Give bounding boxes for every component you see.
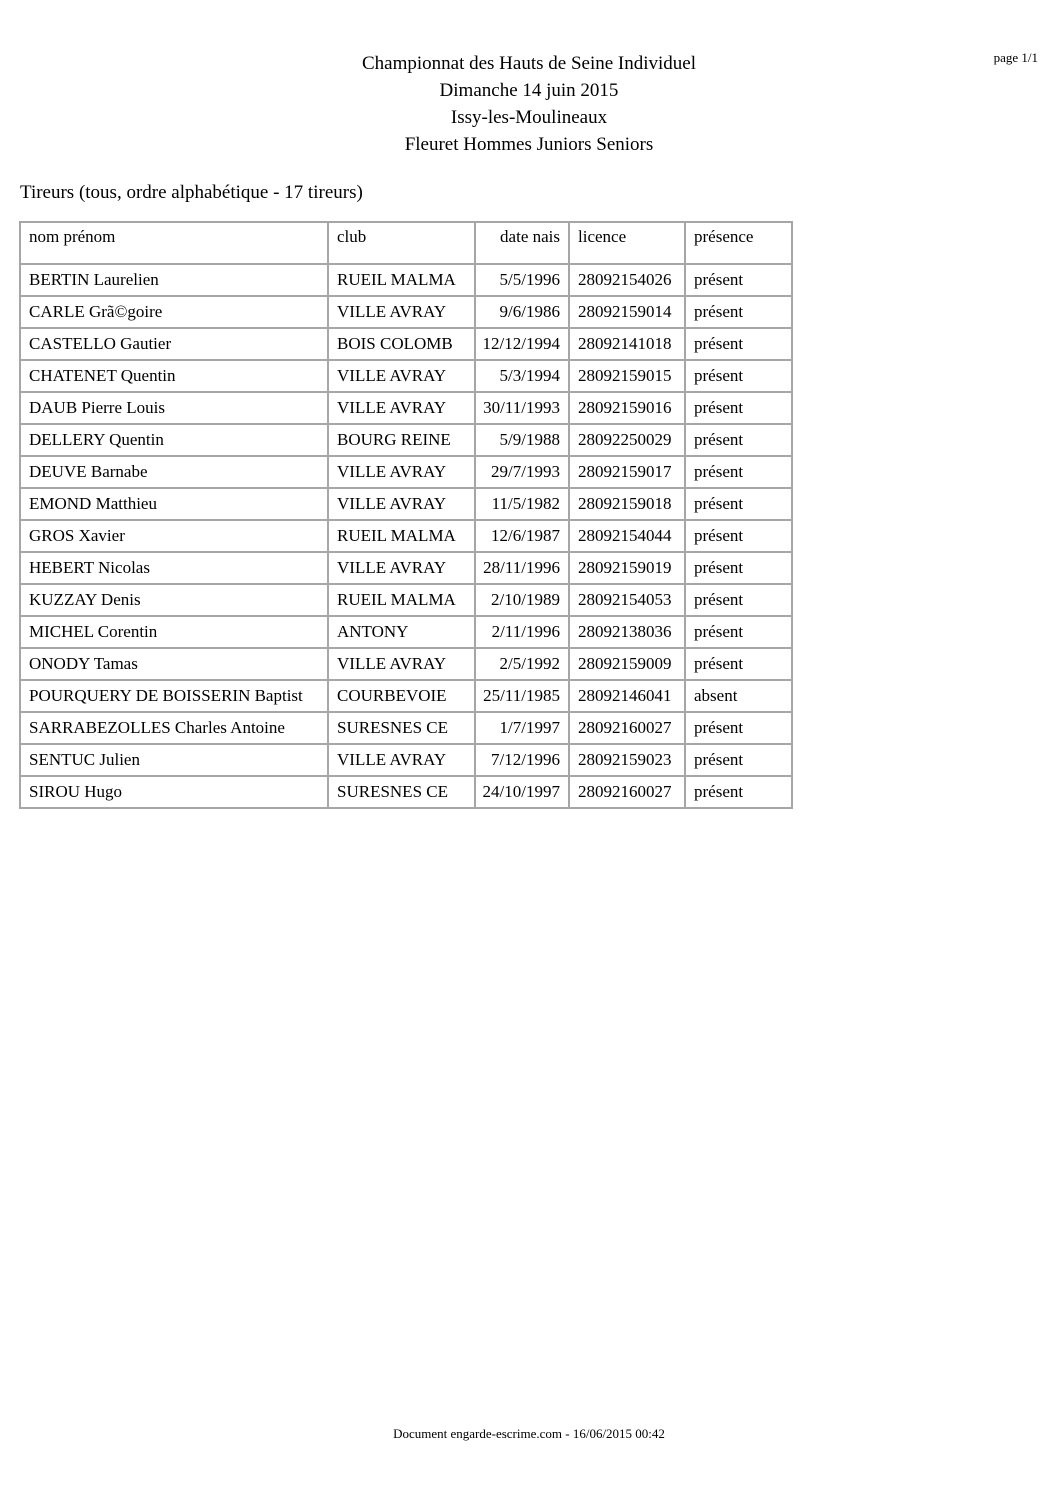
cell-birth-date: 9/6/1986 — [475, 296, 569, 328]
cell-name: SARRABEZOLLES Charles Antoine — [20, 712, 328, 744]
cell-presence: présent — [685, 296, 792, 328]
table-row — [20, 552, 792, 584]
cell-licence: 28092159023 — [569, 744, 685, 776]
column-header-club: club — [328, 222, 475, 264]
cell-name: ONODY Tamas — [20, 648, 328, 680]
cell-presence: présent — [685, 264, 792, 296]
cell-name: EMOND Matthieu — [20, 488, 328, 520]
cell-presence: présent — [685, 552, 792, 584]
competition-location: Issy-les-Moulineaux — [450, 107, 608, 128]
page-number: page 1/1 — [993, 50, 1038, 65]
cell-presence: présent — [685, 424, 792, 456]
cell-club: VILLE AVRAY — [328, 456, 475, 488]
cell-presence: présent — [685, 456, 792, 488]
cell-name: MICHEL Corentin — [20, 616, 328, 648]
cell-club: VILLE AVRAY — [328, 744, 475, 776]
table-body — [20, 264, 792, 808]
cell-club: VILLE AVRAY — [328, 552, 475, 584]
cell-presence: présent — [685, 776, 792, 808]
cell-birth-date: 11/5/1982 — [475, 488, 569, 520]
cell-birth-date: 12/12/1994 — [475, 328, 569, 360]
column-header-birth-date: date nais — [475, 222, 569, 264]
cell-birth-date: 2/5/1992 — [475, 648, 569, 680]
cell-club: RUEIL MALMA — [328, 520, 475, 552]
cell-licence: 28092250029 — [569, 424, 685, 456]
cell-club: ANTONY — [328, 616, 475, 648]
cell-name: KUZZAY Denis — [20, 584, 328, 616]
cell-presence: présent — [685, 744, 792, 776]
cell-birth-date: 2/11/1996 — [475, 616, 569, 648]
cell-presence: présent — [685, 648, 792, 680]
cell-presence: présent — [685, 616, 792, 648]
table-row — [20, 712, 792, 744]
cell-birth-date: 7/12/1996 — [475, 744, 569, 776]
cell-licence: 28092146041 — [569, 680, 685, 712]
cell-name: HEBERT Nicolas — [20, 552, 328, 584]
cell-name: CARLE Grã©goire — [20, 296, 328, 328]
cell-licence: 28092159014 — [569, 296, 685, 328]
cell-licence: 28092154053 — [569, 584, 685, 616]
column-header-licence: licence — [569, 222, 685, 264]
cell-birth-date: 5/9/1988 — [475, 424, 569, 456]
cell-licence: 28092159016 — [569, 392, 685, 424]
cell-birth-date: 5/3/1994 — [475, 360, 569, 392]
cell-licence: 28092159015 — [569, 360, 685, 392]
table-row — [20, 776, 792, 808]
cell-licence: 28092138036 — [569, 616, 685, 648]
competition-category: Fleuret Hommes Juniors Seniors — [404, 134, 654, 155]
cell-club: VILLE AVRAY — [328, 488, 475, 520]
table-row — [20, 424, 792, 456]
table-row — [20, 584, 792, 616]
cell-name: POURQUERY DE BOISSERIN Baptist — [20, 680, 328, 712]
cell-birth-date: 30/11/1993 — [475, 392, 569, 424]
table-row — [20, 680, 792, 712]
cell-club: RUEIL MALMA — [328, 584, 475, 616]
table-row — [20, 488, 792, 520]
table-row — [20, 520, 792, 552]
cell-presence: présent — [685, 488, 792, 520]
cell-club: COURBEVOIE — [328, 680, 475, 712]
table-row — [20, 360, 792, 392]
cell-licence: 28092159019 — [569, 552, 685, 584]
cell-club: VILLE AVRAY — [328, 360, 475, 392]
table-row — [20, 616, 792, 648]
fencers-table — [19, 221, 793, 809]
cell-birth-date: 24/10/1997 — [475, 776, 569, 808]
document-header — [0, 50, 1058, 158]
section-title: Tireurs (tous, ordre alphabétique - 17 tireurs) — [20, 182, 363, 203]
cell-licence: 28092160027 — [569, 712, 685, 744]
cell-presence: présent — [685, 584, 792, 616]
cell-name: DELLERY Quentin — [20, 424, 328, 456]
cell-name: CHATENET Quentin — [20, 360, 328, 392]
cell-presence: présent — [685, 520, 792, 552]
cell-birth-date: 29/7/1993 — [475, 456, 569, 488]
cell-name: SIROU Hugo — [20, 776, 328, 808]
cell-name: BERTIN Laurelien — [20, 264, 328, 296]
competition-title: Championnat des Hauts de Seine Individuel — [361, 53, 697, 74]
cell-presence: présent — [685, 360, 792, 392]
cell-presence: présent — [685, 392, 792, 424]
column-header-name: nom prénom — [20, 222, 328, 264]
cell-club: VILLE AVRAY — [328, 648, 475, 680]
column-header-presence: présence — [685, 222, 792, 264]
cell-club: SURESNES CE — [328, 776, 475, 808]
cell-licence: 28092154026 — [569, 264, 685, 296]
cell-name: DEUVE Barnabe — [20, 456, 328, 488]
cell-licence: 28092159017 — [569, 456, 685, 488]
table-row — [20, 328, 792, 360]
cell-name: CASTELLO Gautier — [20, 328, 328, 360]
cell-name: GROS Xavier — [20, 520, 328, 552]
cell-club: RUEIL MALMA — [328, 264, 475, 296]
cell-name: SENTUC Julien — [20, 744, 328, 776]
cell-licence: 28092159018 — [569, 488, 685, 520]
table-row — [20, 264, 792, 296]
cell-licence: 28092154044 — [569, 520, 685, 552]
cell-club: SURESNES CE — [328, 712, 475, 744]
cell-club: BOIS COLOMB — [328, 328, 475, 360]
table-row — [20, 648, 792, 680]
table-row — [20, 392, 792, 424]
cell-presence: présent — [685, 328, 792, 360]
cell-presence: absent — [685, 680, 792, 712]
competition-date: Dimanche 14 juin 2015 — [439, 80, 619, 101]
cell-birth-date: 28/11/1996 — [475, 552, 569, 584]
table-header-row — [20, 222, 792, 264]
table-row — [20, 744, 792, 776]
footer: Document engarde-escrime.com - 16/06/2015 00:42 — [393, 1426, 665, 1441]
cell-club: BOURG REINE — [328, 424, 475, 456]
cell-name: DAUB Pierre Louis — [20, 392, 328, 424]
cell-club: VILLE AVRAY — [328, 392, 475, 424]
cell-licence: 28092160027 — [569, 776, 685, 808]
table-row — [20, 456, 792, 488]
table-row — [20, 296, 792, 328]
cell-licence: 28092159009 — [569, 648, 685, 680]
cell-birth-date: 12/6/1987 — [475, 520, 569, 552]
cell-licence: 28092141018 — [569, 328, 685, 360]
cell-birth-date: 1/7/1997 — [475, 712, 569, 744]
cell-presence: présent — [685, 712, 792, 744]
cell-birth-date: 2/10/1989 — [475, 584, 569, 616]
cell-birth-date: 5/5/1996 — [475, 264, 569, 296]
cell-club: VILLE AVRAY — [328, 296, 475, 328]
cell-birth-date: 25/11/1985 — [475, 680, 569, 712]
